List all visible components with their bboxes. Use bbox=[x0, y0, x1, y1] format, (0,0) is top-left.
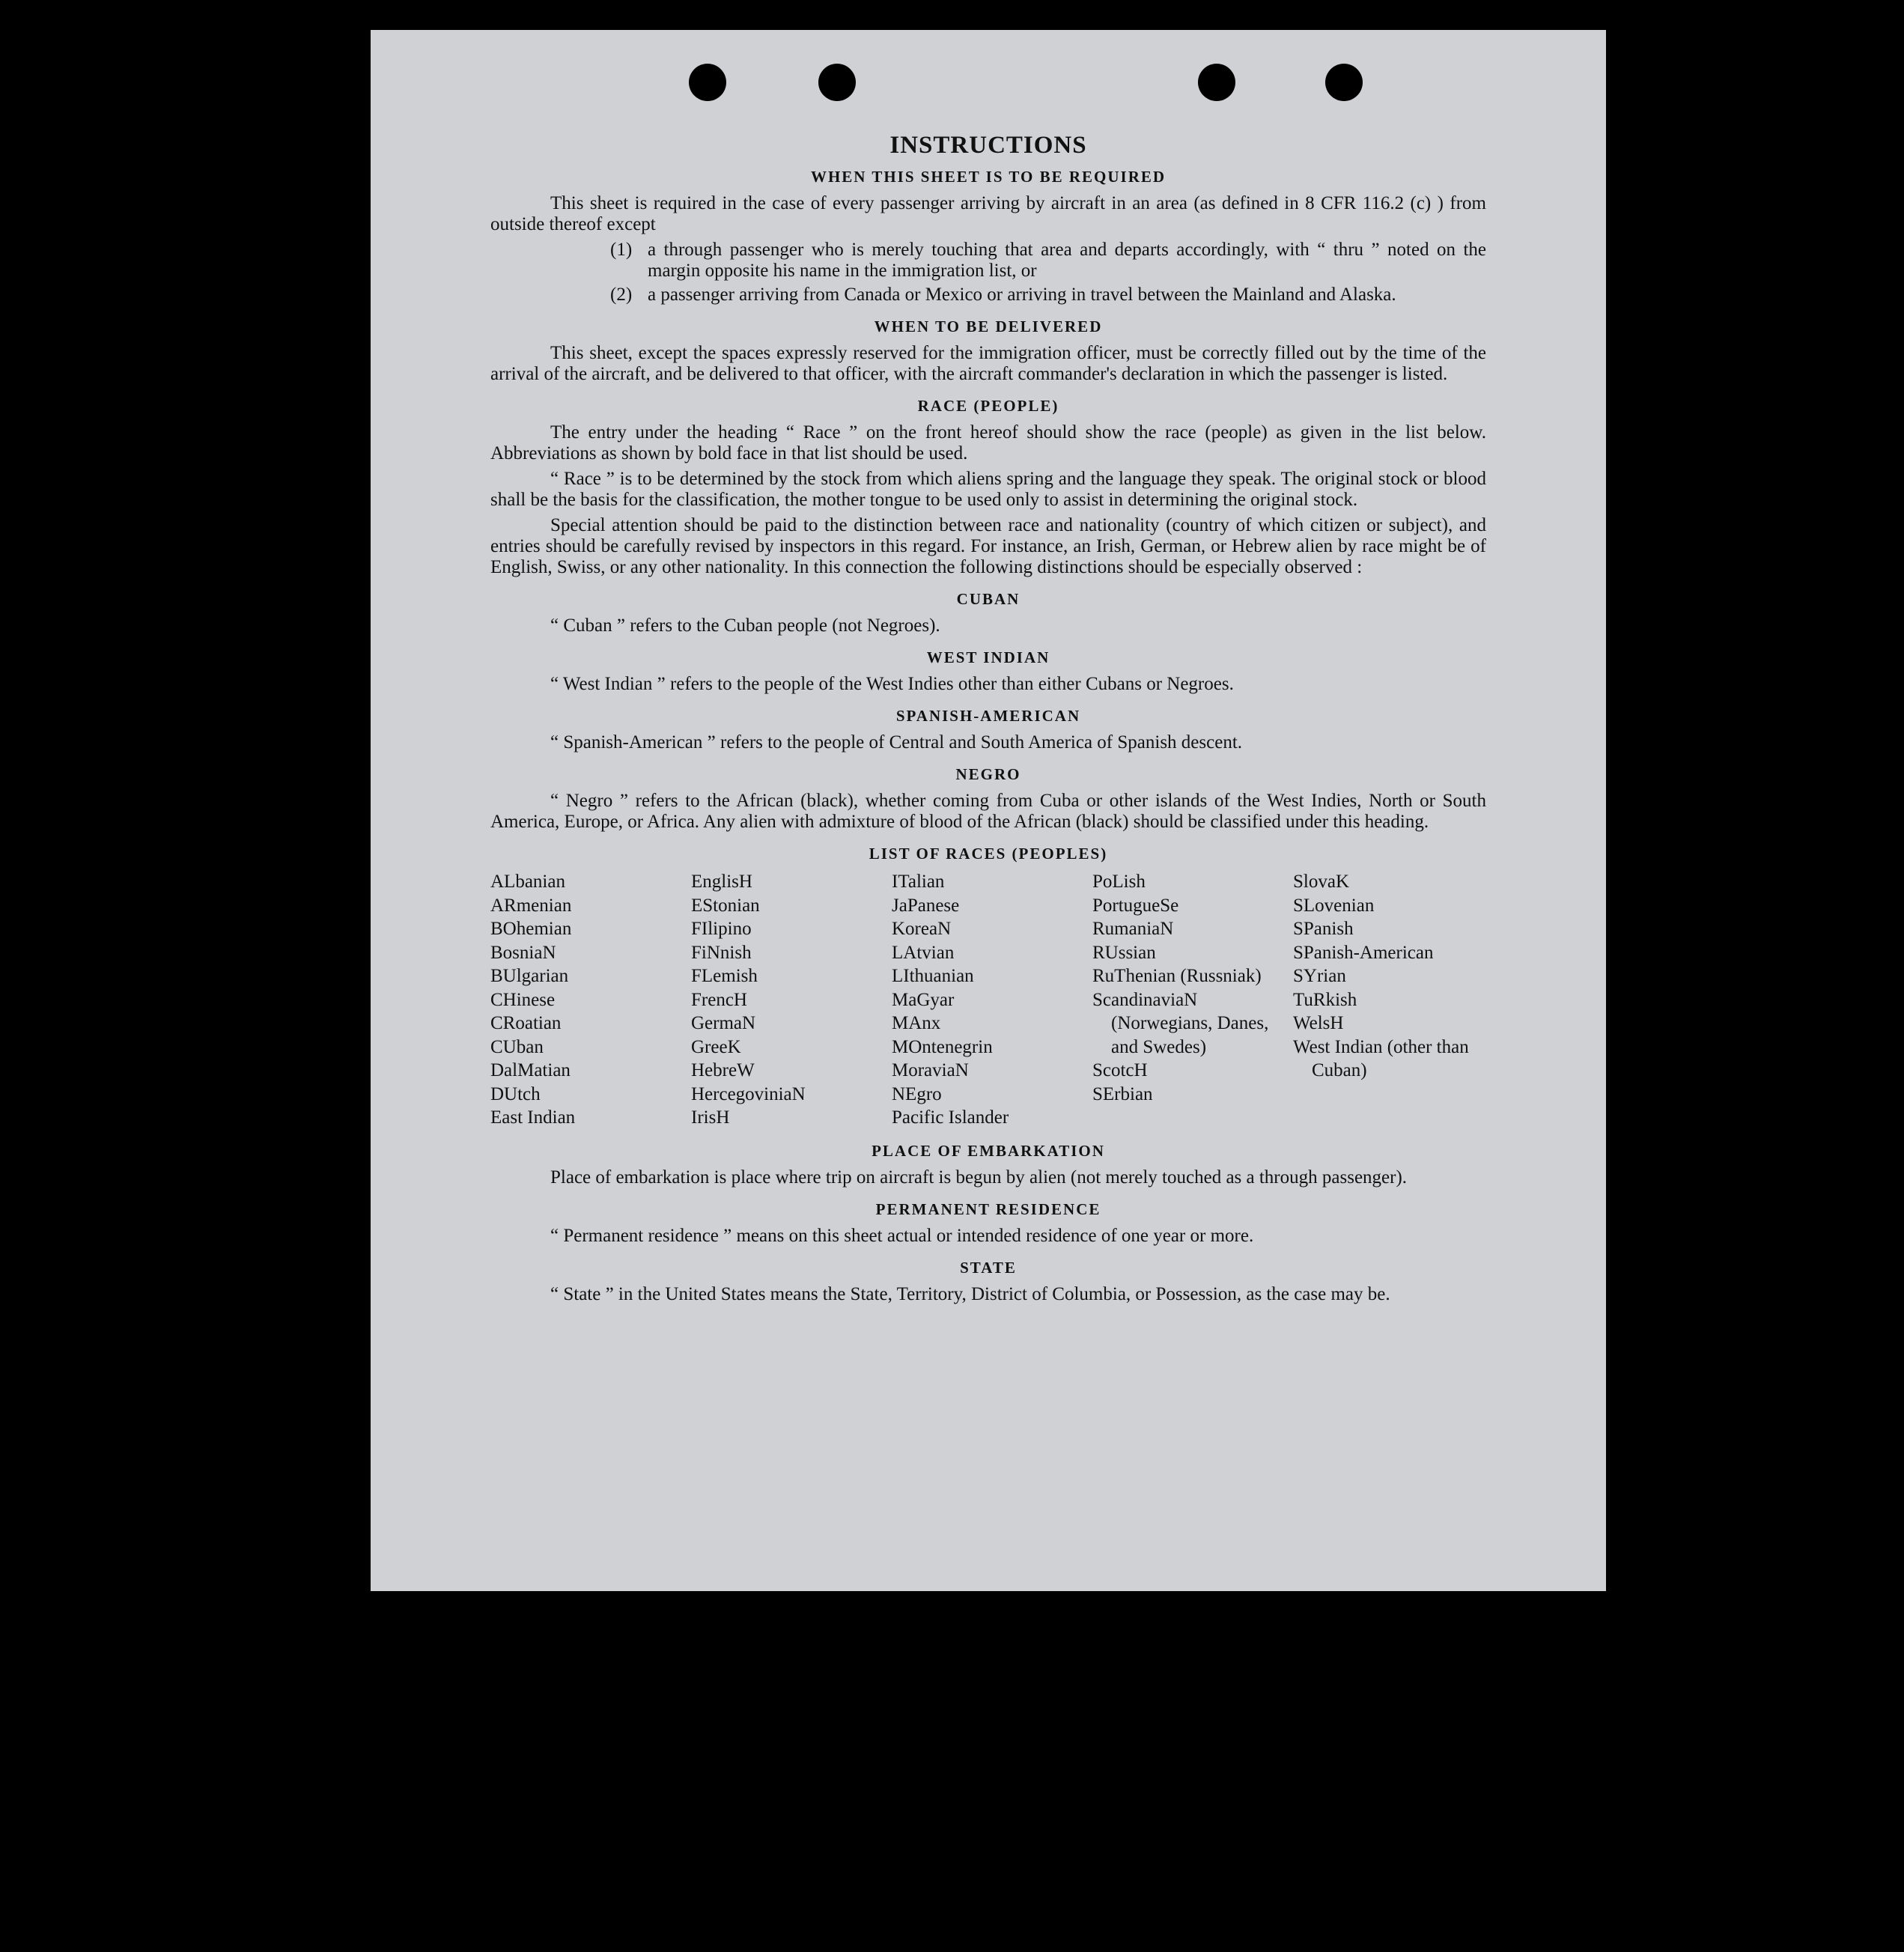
heading-embarkation: PLACE OF EMBARKATION bbox=[872, 1141, 1105, 1160]
races-column bbox=[1293, 870, 1486, 1130]
heading-residence: PERMANENT RESIDENCE bbox=[875, 1200, 1101, 1218]
race-entry: RuThenian (Russniak) bbox=[1092, 966, 1262, 986]
heading-spanish-american: SPANISH-AMERICAN bbox=[895, 707, 1081, 725]
punch-hole bbox=[689, 64, 726, 101]
race-entry: BOhemian bbox=[490, 919, 572, 939]
state-text: “ State ” in the United States means the State, Territory, District of Columbia, or Possession, as the case may be. bbox=[550, 1283, 1390, 1304]
race-entry: ScotcH bbox=[1092, 1060, 1148, 1080]
race-entry: DUtch bbox=[490, 1083, 541, 1104]
race-entry: ScandinaviaN (Norwegians, Danes, and Swedes) bbox=[1092, 989, 1269, 1057]
page-title: INSTRUCTIONS bbox=[889, 132, 1087, 159]
race-entry: ARmenian bbox=[490, 895, 572, 916]
race-entry: GermaN bbox=[691, 1013, 756, 1033]
race-entry: ITalian bbox=[892, 872, 945, 892]
race-entry: SlovaK bbox=[1293, 872, 1349, 892]
race-entry: LIthuanian bbox=[892, 966, 974, 986]
punch-hole bbox=[1325, 64, 1363, 101]
required-intro: This sheet is required in the case of every passenger arriving by aircraft in an area (as defined in 8 CFR 116.2 (c) ) from outside thereof except bbox=[490, 193, 1486, 234]
negro-text: “ Negro ” refers to the African (black), whether coming from Cuba or other islands of the West Indies, North or South America, Europe, or Africa. Any alien with admixture of blood of the African (black) should be classified under this heading. bbox=[490, 791, 1486, 832]
race-entry: ALbanian bbox=[490, 872, 565, 892]
race-entry: DalMatian bbox=[490, 1060, 571, 1080]
heading-state: STATE bbox=[960, 1258, 1017, 1277]
races-column bbox=[691, 870, 884, 1130]
item-text: a through passenger who is merely touching that area and departs accordingly, with “ thru ” noted on the margin opposite his name in the immigration list, or bbox=[648, 240, 1486, 281]
required-item bbox=[610, 240, 1486, 282]
race-entry: JaPanese bbox=[892, 895, 960, 916]
race-entry: KoreaN bbox=[892, 919, 952, 939]
race-entry: HebreW bbox=[691, 1060, 755, 1080]
race-entry: BosniaN bbox=[490, 942, 556, 963]
instructions-content bbox=[490, 132, 1486, 1310]
race-entry: NEgro bbox=[892, 1083, 942, 1104]
races-column bbox=[490, 870, 684, 1130]
race-entry: PoLish bbox=[1092, 872, 1146, 892]
race-entry: West Indian (other than Cuban) bbox=[1293, 1036, 1469, 1080]
race-entry: FrencH bbox=[691, 989, 747, 1010]
residence-text: “ Permanent residence ” means on this sheet actual or intended residence of one year or more. bbox=[550, 1225, 1254, 1246]
item-text: a passenger arriving from Canada or Mexico or arriving in travel between the Mainland and Alaska. bbox=[648, 285, 1396, 305]
race-entry: TuRkish bbox=[1293, 989, 1357, 1010]
race-entry: Pacific Islander bbox=[892, 1107, 1009, 1128]
race-entry: SYrian bbox=[1293, 966, 1346, 986]
heading-required: WHEN THIS SHEET IS TO BE REQUIRED bbox=[810, 168, 1167, 186]
punch-hole bbox=[1198, 64, 1235, 101]
item-number: (1) bbox=[610, 240, 633, 260]
race-entry: MoraviaN bbox=[892, 1060, 969, 1080]
race-entry: PortugueSe bbox=[1092, 895, 1179, 916]
race-entry: SPanish-American bbox=[1293, 942, 1434, 963]
races-column bbox=[892, 870, 1085, 1130]
race-entry: SPanish bbox=[1293, 919, 1354, 939]
race-entry: CHinese bbox=[490, 989, 556, 1010]
race-entry: East Indian bbox=[490, 1107, 576, 1128]
race-entry: FiNnish bbox=[691, 942, 752, 963]
race-entry: SLovenian bbox=[1293, 895, 1375, 916]
races-list bbox=[490, 870, 1486, 1130]
race-entry: RUssian bbox=[1092, 942, 1156, 963]
required-item bbox=[610, 285, 1486, 305]
race-entry: CUban bbox=[490, 1036, 544, 1057]
west-indian-text: “ West Indian ” refers to the people of the West Indies other than either Cubans or Negroes. bbox=[550, 674, 1234, 694]
race-entry: IrisH bbox=[691, 1107, 730, 1128]
race-entry: SErbian bbox=[1092, 1083, 1153, 1104]
delivered-text: This sheet, except the spaces expressly reserved for the immigration officer, must be correctly filled out by the time of the arrival of the aircraft, and be delivered to that officer, with the aircraft commander's declaration in which the passenger is listed. bbox=[490, 343, 1486, 384]
races-column bbox=[1092, 870, 1286, 1130]
race-entry: MaGyar bbox=[892, 989, 955, 1010]
race-paragraph-2: “ Race ” is to be determined by the stock from which aliens spring and the language they speak. The original stock or blood shall be the basis for the classification, the mother tongue to be used only to assist in determining the original stock. bbox=[490, 469, 1486, 510]
heading-list-of-races: LIST OF RACES (PEOPLES) bbox=[869, 845, 1108, 863]
heading-race: RACE (PEOPLE) bbox=[917, 397, 1059, 415]
race-entry: MOntenegrin bbox=[892, 1036, 993, 1057]
race-entry: WelsH bbox=[1293, 1013, 1344, 1033]
race-entry: CRoatian bbox=[490, 1013, 562, 1033]
race-entry: LAtvian bbox=[892, 942, 955, 963]
race-paragraph-1: The entry under the heading “ Race ” on the front hereof should show the race (people) as given in the list below. Abbreviations as shown by bold face in that list should be used. bbox=[490, 422, 1486, 463]
heading-negro: NEGRO bbox=[955, 765, 1021, 783]
embarkation-text: Place of embarkation is place where trip on aircraft is begun by alien (not merely touched as a through passenger). bbox=[550, 1167, 1408, 1188]
heading-cuban: CUBAN bbox=[956, 590, 1021, 608]
race-paragraph-3: Special attention should be paid to the distinction between race and nationality (country of which citizen or subject), and entries should be carefully revised by inspectors in this regard. For instance, an Irish, German, or Hebrew alien by race might be of English, Swiss, or any other nationality. In this connection the following distinctions should be especially observed : bbox=[490, 515, 1486, 577]
spanish-american-text: “ Spanish-American ” refers to the people of Central and South America of Spanish descent. bbox=[550, 732, 1243, 752]
heading-west-indian: WEST INDIAN bbox=[926, 648, 1050, 666]
cuban-text: “ Cuban ” refers to the Cuban people (not Negroes). bbox=[550, 615, 940, 636]
item-number: (2) bbox=[610, 285, 633, 305]
race-entry: MAnx bbox=[892, 1013, 941, 1033]
punch-hole bbox=[818, 64, 856, 101]
race-entry: FIlipino bbox=[691, 919, 752, 939]
document-sheet bbox=[371, 30, 1606, 1591]
race-entry: EStonian bbox=[691, 895, 760, 916]
race-entry: HercegoviniaN bbox=[691, 1083, 806, 1104]
race-entry: EnglisH bbox=[691, 872, 752, 892]
heading-delivered: WHEN TO BE DELIVERED bbox=[874, 317, 1103, 335]
race-entry: RumaniaN bbox=[1092, 919, 1174, 939]
race-entry: GreeK bbox=[691, 1036, 741, 1057]
race-entry: BUlgarian bbox=[490, 966, 569, 986]
race-entry: FLemish bbox=[691, 966, 758, 986]
